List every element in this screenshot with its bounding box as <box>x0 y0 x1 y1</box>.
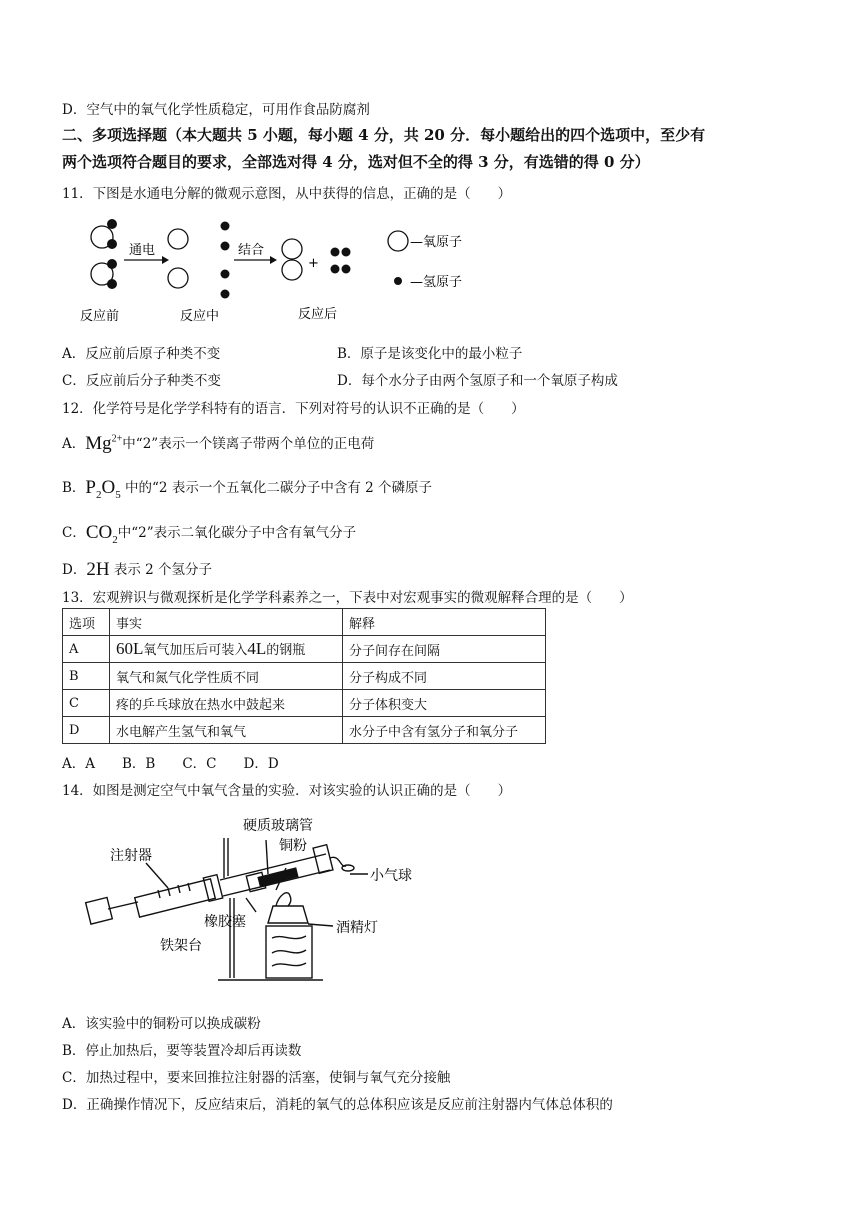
plus-sign: + <box>308 256 319 271</box>
q14-option-c: C．加热过程中，要来回推拉注射器的活塞，使铜与氧气充分接触 <box>62 1070 451 1086</box>
q14-option-d: D．正确操作情况下，反应结束后，消耗的氧气的总体积应该是反应前注射器内气体总体积的 <box>62 1097 613 1113</box>
section2-heading-line2: 两个选项符合题目的要求，全部选对得 4 分，选对但不全的得 3 分，有选错的得 0 分） <box>62 153 650 171</box>
row-fact: 氧气和氮气化学性质不同 <box>110 663 343 690</box>
q11-option-d: D．每个水分子由两个氢原子和一个氧原子构成 <box>337 373 618 389</box>
label-rubber-stopper: 橡胶塞 <box>204 914 246 930</box>
balloon-tube <box>330 857 346 866</box>
formula-2h: 2H <box>86 559 110 580</box>
q14-apparatus-diagram <box>78 808 418 993</box>
row-option: B <box>63 663 110 690</box>
alcohol-lamp-top <box>268 906 308 923</box>
table-row <box>63 636 546 663</box>
row-fact: 60L氧气加压后可装入4L的钢瓶 <box>110 636 343 663</box>
label-copper-powder: 铜粉 <box>279 838 307 854</box>
q14-option-a: A．该实验中的铜粉可以换成碳粉 <box>62 1016 261 1032</box>
table-row <box>63 663 546 690</box>
label-glass-tube: 硬质玻璃管 <box>243 818 313 834</box>
arrow-label-combine: 结合 <box>238 243 265 258</box>
label-balloon: 小气球 <box>370 868 412 884</box>
header-option: 选项 <box>63 609 110 636</box>
row-explanation: 水分子中含有氢分子和氧分子 <box>343 717 546 744</box>
q11-option-b: B．原子是该变化中的最小粒子 <box>337 346 523 362</box>
row-explanation: 分子体积变大 <box>343 690 546 717</box>
q11-option-c: C．反应前后分子种类不变 <box>62 373 221 389</box>
oxygen-atom <box>282 260 302 280</box>
syringe-barrel <box>135 879 216 917</box>
legend-oxygen-circle <box>388 231 408 251</box>
rubber-stopper-right <box>313 845 333 874</box>
oxygen-atom <box>282 239 302 259</box>
q11-stem: 11．下图是水通电分解的微观示意图，从中获得的信息，正确的是（ ） <box>62 186 512 202</box>
row-option: C <box>63 690 110 717</box>
arrow-label-electrify: 通电 <box>129 243 156 258</box>
q10-option-d: D．空气中的氧气化学性质稳定，可用作食品防腐剂 <box>62 102 370 118</box>
label-syringe: 注射器 <box>110 848 152 864</box>
section2-heading-line1: 二、多项选择题（本大题共 5 小题，每小题 4 分，共 20 分．每小题给出的四个选项中，至少有 <box>62 126 706 144</box>
legend-hydrogen-label: —氢原子 <box>410 275 463 290</box>
q12-option-d: D．2H 表示 2 个氢分子 <box>62 559 213 580</box>
table-header-row <box>63 609 546 636</box>
q14-option-b: B．停止加热后，要等装置冷却后再读数 <box>62 1043 302 1059</box>
formula-p2o5: $P_2O_5$ <box>85 477 121 501</box>
header-explanation: 解释 <box>343 609 546 636</box>
q13-stem: 13．宏观辨识与微观探析是化学学科素养之一，下表中对宏观事实的微观解释合理的是（ ） <box>62 590 633 606</box>
balloon <box>342 865 354 871</box>
q11-option-a: A．反应前后原子种类不变 <box>62 346 221 362</box>
header-fact: 事实 <box>110 609 343 636</box>
q12-option-b: B．$P_2O_5$ 中的“2 表示一个五氧化二碳分子中含有 2 个磷原子 <box>62 477 432 501</box>
label-before-reaction: 反应前 <box>80 309 120 324</box>
oxygen-atom <box>168 268 188 288</box>
row-option: A <box>63 636 110 663</box>
formula-mg-ion: $Mg^{2+}$ <box>85 433 123 454</box>
q13-answer-options: A．A B．B C．C D．D <box>62 756 279 772</box>
oxygen-atom <box>168 229 188 249</box>
label-during-reaction: 反应中 <box>180 309 220 324</box>
q12-option-a: A．$Mg^{2+}$中“2”表示一个镁离子带两个单位的正电荷 <box>62 433 375 454</box>
row-fact: 疼的乒乓球放在热水中鼓起来 <box>110 690 343 717</box>
legend-oxygen-label: —氧原子 <box>410 235 463 250</box>
row-explanation: 分子构成不同 <box>343 663 546 690</box>
table-row <box>63 690 546 717</box>
table-row <box>63 717 546 744</box>
q14-stem: 14．如图是测定空气中氧气含量的实验．对该实验的认识正确的是（ ） <box>62 783 512 799</box>
syringe-handle <box>86 897 113 924</box>
q13-table <box>62 608 546 744</box>
q12-stem: 12．化学符号是化学学科特有的语言．下列对符号的认识不正确的是（ ） <box>62 401 525 417</box>
q11-water-electrolysis-diagram <box>80 212 500 327</box>
row-fact: 水电解产生氢气和氧气 <box>110 717 343 744</box>
formula-co2: $CO_2$ <box>85 522 118 546</box>
row-explanation: 分子间存在间隔 <box>343 636 546 663</box>
label-iron-stand: 铁架台 <box>160 938 202 954</box>
q12-option-c: C．$CO_2$中“2”表示二氧化碳分子中含有氧气分子 <box>62 522 357 546</box>
label-alcohol-lamp: 酒精灯 <box>336 920 378 936</box>
label-after-reaction: 反应后 <box>298 307 338 322</box>
row-option: D <box>63 717 110 744</box>
